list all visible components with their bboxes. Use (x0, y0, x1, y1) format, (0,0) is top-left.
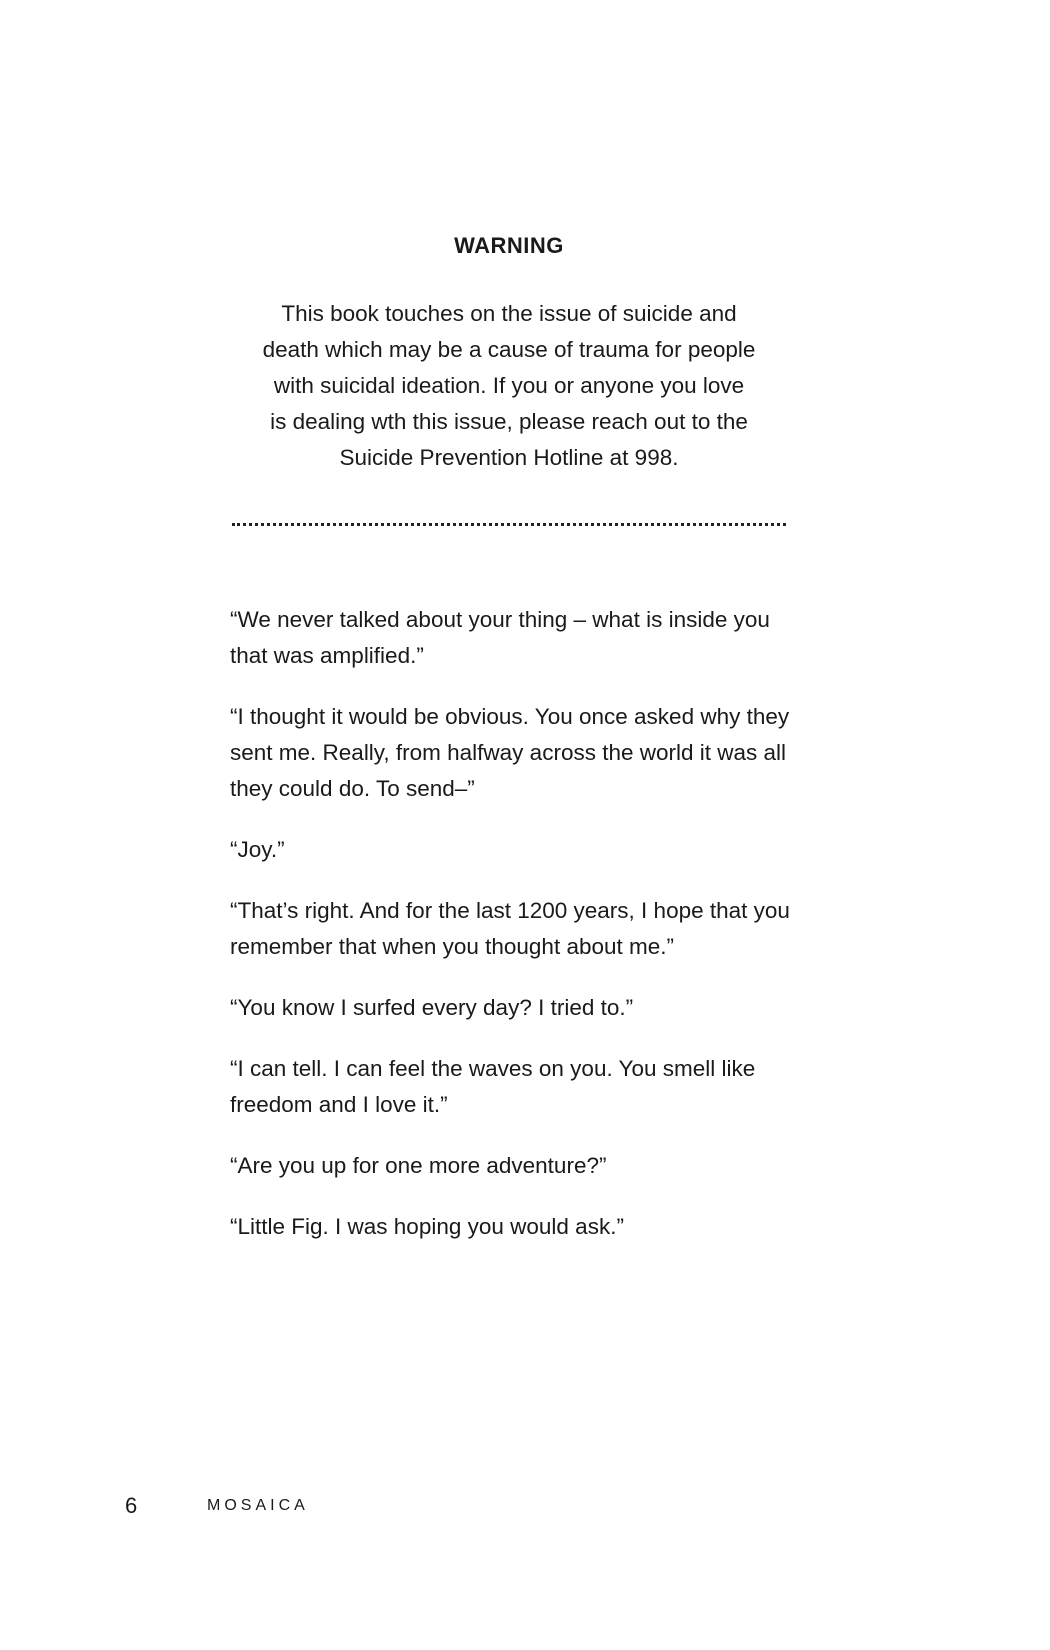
warning-line: death which may be a cause of trauma for people (262, 337, 756, 362)
story-paragraph: “We never talked about your thing – what is inside you that was amplified.” (230, 607, 770, 668)
story-text (230, 602, 800, 1270)
story-paragraph: “You know I surfed every day? I tried to.” (230, 995, 634, 1020)
warning-section (232, 232, 786, 476)
story-paragraph: “I thought it would be obvious. You once asked why they sent me. Really, from halfway across the world it was all they could do. To send–” (230, 704, 790, 801)
warning-line: is dealing wth this issue, please reach out to the (270, 409, 748, 434)
warning-line: This book touches on the issue of suicide and (281, 301, 737, 326)
warning-text (232, 296, 786, 476)
story-paragraph: “Joy.” (230, 837, 285, 862)
warning-title: WARNING (454, 233, 564, 258)
story-paragraph: “Little Fig. I was hoping you would ask.” (230, 1214, 624, 1239)
story-paragraph: “Are you up for one more adventure?” (230, 1153, 607, 1178)
warning-line: Suicide Prevention Hotline at 998. (339, 445, 679, 470)
running-head: MOSAICA (207, 1497, 309, 1514)
story-paragraph: “I can tell. I can feel the waves on you. You smell like freedom and I love it.” (230, 1056, 756, 1117)
warning-line: with suicidal ideation. If you or anyone you love (273, 373, 745, 398)
page-number: 6 (125, 1493, 138, 1518)
dotted-divider (232, 523, 786, 526)
story-paragraph: “That’s right. And for the last 1200 years, I hope that you remember that when you thought about me.” (230, 898, 790, 959)
